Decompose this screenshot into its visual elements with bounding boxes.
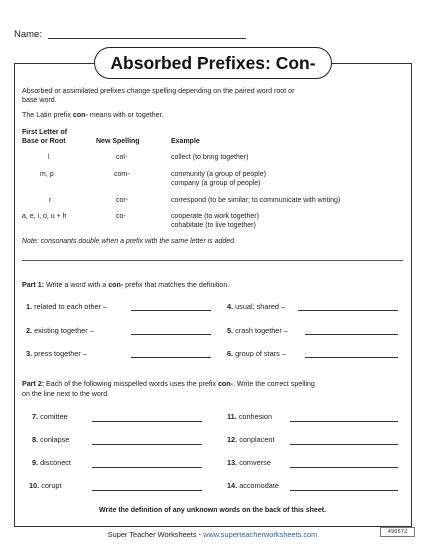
- intro-line-2: base word.: [22, 96, 57, 104]
- part2-word: 11. conhesion: [227, 412, 273, 421]
- row-letter: m, p: [40, 171, 54, 178]
- header-example: Example: [171, 138, 200, 145]
- part2-word: 12. conplacent: [227, 435, 275, 444]
- part2-instructions-line2: on the line next to the word.: [22, 390, 110, 398]
- row-letter: l: [48, 154, 50, 161]
- answer-line-13[interactable]: [290, 467, 398, 468]
- part2-word: 14. accomodate: [227, 481, 279, 490]
- latin-prefix: con-: [72, 111, 88, 119]
- section-divider: [22, 260, 403, 261]
- answer-line-9[interactable]: [92, 467, 202, 468]
- answer-line-2[interactable]: [131, 334, 211, 335]
- part2-instructions: Part 2: Each of the following misspelled words uses the prefix con-. Write the correct spelling: [22, 380, 315, 388]
- spelling-note: Note: consonants double when a prefix with the same letter is added.: [22, 238, 237, 245]
- answer-line-14[interactable]: [290, 490, 398, 491]
- row-letter: r: [49, 197, 52, 204]
- row-spelling: cor-: [116, 197, 129, 204]
- row-spelling: col-: [116, 154, 128, 161]
- answer-line-12[interactable]: [290, 444, 398, 445]
- answer-line-8[interactable]: [92, 444, 202, 445]
- name-label: Name:: [14, 29, 42, 40]
- part2-word: 10. corupt: [29, 481, 62, 490]
- row-example: collect (to bring together): [171, 154, 249, 161]
- answer-line-11[interactable]: [290, 421, 398, 422]
- part1-question: 4. usual; shared –: [227, 302, 286, 311]
- answer-line-5[interactable]: [305, 334, 398, 335]
- row-example: company (a group of people): [171, 180, 261, 187]
- part1-question: 3. press together –: [26, 349, 87, 358]
- worksheet-title: Absorbed Prefixes: Con-: [94, 47, 332, 79]
- footer-instruction: Write the definition of any unknown words on the back of this sheet.: [99, 507, 326, 514]
- part1-question: 5. crash together –: [227, 326, 288, 335]
- site-url-link[interactable]: www.superteacherworksheets.com: [203, 530, 318, 539]
- site-credit: Super Teacher Worksheets - www.superteacherworksheets.com: [107, 530, 318, 539]
- site-name: Super Teacher Worksheets: [107, 530, 197, 539]
- part2-word: 13. comverse: [227, 458, 271, 467]
- header-new-spelling: New Spelling: [96, 138, 140, 145]
- part1-question: 2. existing together –: [26, 326, 94, 335]
- row-spelling: co-: [116, 213, 126, 220]
- intro-line-1: Absorbed or assimilated prefixes change spelling depending on the paired word root or: [22, 87, 295, 95]
- answer-line-3[interactable]: [131, 357, 211, 358]
- part1-question: 6. group of stars –: [227, 349, 286, 358]
- part1-instructions: Part 1: Write a word with a con- prefix that matches the definition.: [22, 281, 230, 289]
- row-example: cooperate (to work together): [171, 213, 259, 220]
- part2-word: 7. comittee: [32, 412, 68, 421]
- part2-word: 8. conlapse: [32, 435, 70, 444]
- part1-question: 1. related to each other –: [26, 302, 108, 311]
- row-spelling: com-: [114, 171, 130, 178]
- answer-line-4[interactable]: [298, 310, 398, 311]
- row-example: community (a group of people): [171, 171, 266, 178]
- answer-line-6[interactable]: [305, 357, 398, 358]
- row-example: cohabitate (to live together): [171, 222, 256, 229]
- worksheet-code: 490572: [380, 527, 415, 537]
- worksheet-frame: [14, 63, 412, 527]
- latin-prefix-sentence: The Latin prefix con- means with or together.: [22, 111, 164, 119]
- answer-line-10[interactable]: [92, 490, 202, 491]
- answer-line-1[interactable]: [131, 310, 211, 311]
- answer-line-7[interactable]: [92, 421, 202, 422]
- name-field[interactable]: [48, 38, 246, 39]
- part2-word: 9. disconect: [32, 458, 71, 467]
- row-example: correspond (to be similar; to communicate with writing): [171, 197, 341, 204]
- header-first-letter: First Letter of Base or Root: [22, 129, 68, 145]
- row-letter: a, e, i, o, u + h: [22, 213, 67, 220]
